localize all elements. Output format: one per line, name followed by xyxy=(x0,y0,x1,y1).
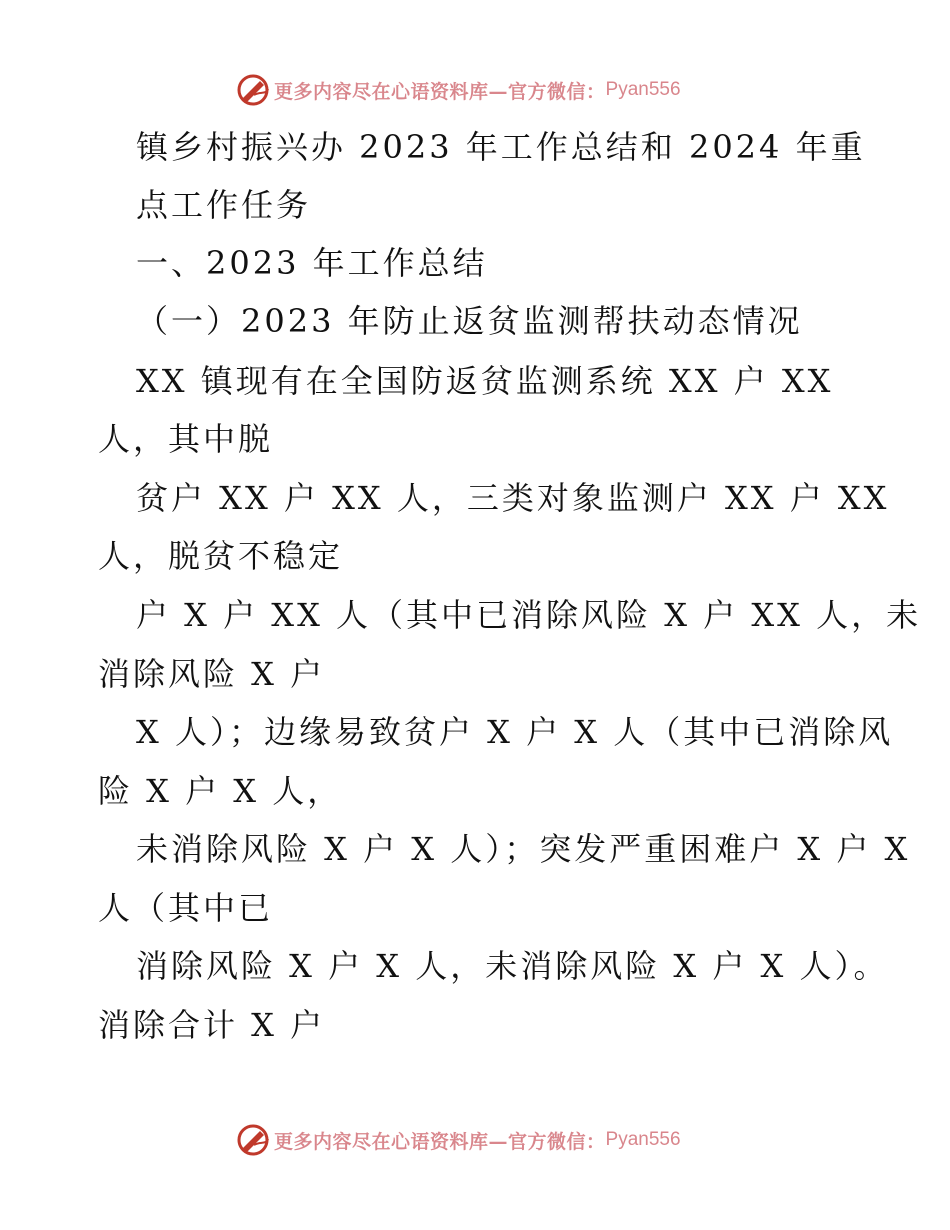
body-line: 险 X 户 X 人， xyxy=(98,772,343,810)
section-heading: 一、2023 年工作总结 xyxy=(136,244,488,282)
body-line: 消除风险 X 户 X 人，未消除风险 X 户 X 人）。 xyxy=(136,947,889,985)
body-line: 户 X 户 XX 人（其中已消除风险 X 户 XX 人，未 xyxy=(136,596,922,634)
header-watermark xyxy=(236,73,681,107)
body-line: 消除合计 X 户 xyxy=(98,1006,326,1044)
body-line: 贫户 XX 户 XX 人，三类对象监测户 XX 户 XX xyxy=(136,479,890,517)
pen-circle-logo-icon xyxy=(236,73,270,107)
watermark-handle: Pyan556 xyxy=(605,79,681,100)
subsection-heading: （一）2023 年防止返贫监测帮扶动态情况 xyxy=(136,302,803,340)
body-line: 人，脱贫不稳定 xyxy=(98,537,344,575)
body-line: 未消除风险 X 户 X 人）；突发严重困难户 X 户 X xyxy=(136,830,911,868)
footer-watermark xyxy=(236,1123,681,1157)
body-line: 人，其中脱 xyxy=(98,420,274,458)
body-line: 人（其中已 xyxy=(98,889,274,927)
body-line: 消除风险 X 户 xyxy=(98,655,326,693)
watermark-text: 更多内容尽在心语资料库—官方微信： xyxy=(274,1130,606,1153)
watermark-text: 更多内容尽在心语资料库—官方微信： xyxy=(274,80,606,103)
body-line: X 人）；边缘易致贫户 X 户 X 人（其中已消除风 xyxy=(136,713,894,751)
body-line: XX 镇现有在全国防返贫监测系统 XX 户 XX xyxy=(136,362,834,400)
document-title-line-1: 镇乡村振兴办 2023 年工作总结和 2024 年重 xyxy=(136,128,866,166)
watermark-handle: Pyan556 xyxy=(605,1129,681,1150)
document-title-line-2: 点工作任务 xyxy=(136,186,312,224)
pen-circle-logo-icon xyxy=(236,1123,270,1157)
